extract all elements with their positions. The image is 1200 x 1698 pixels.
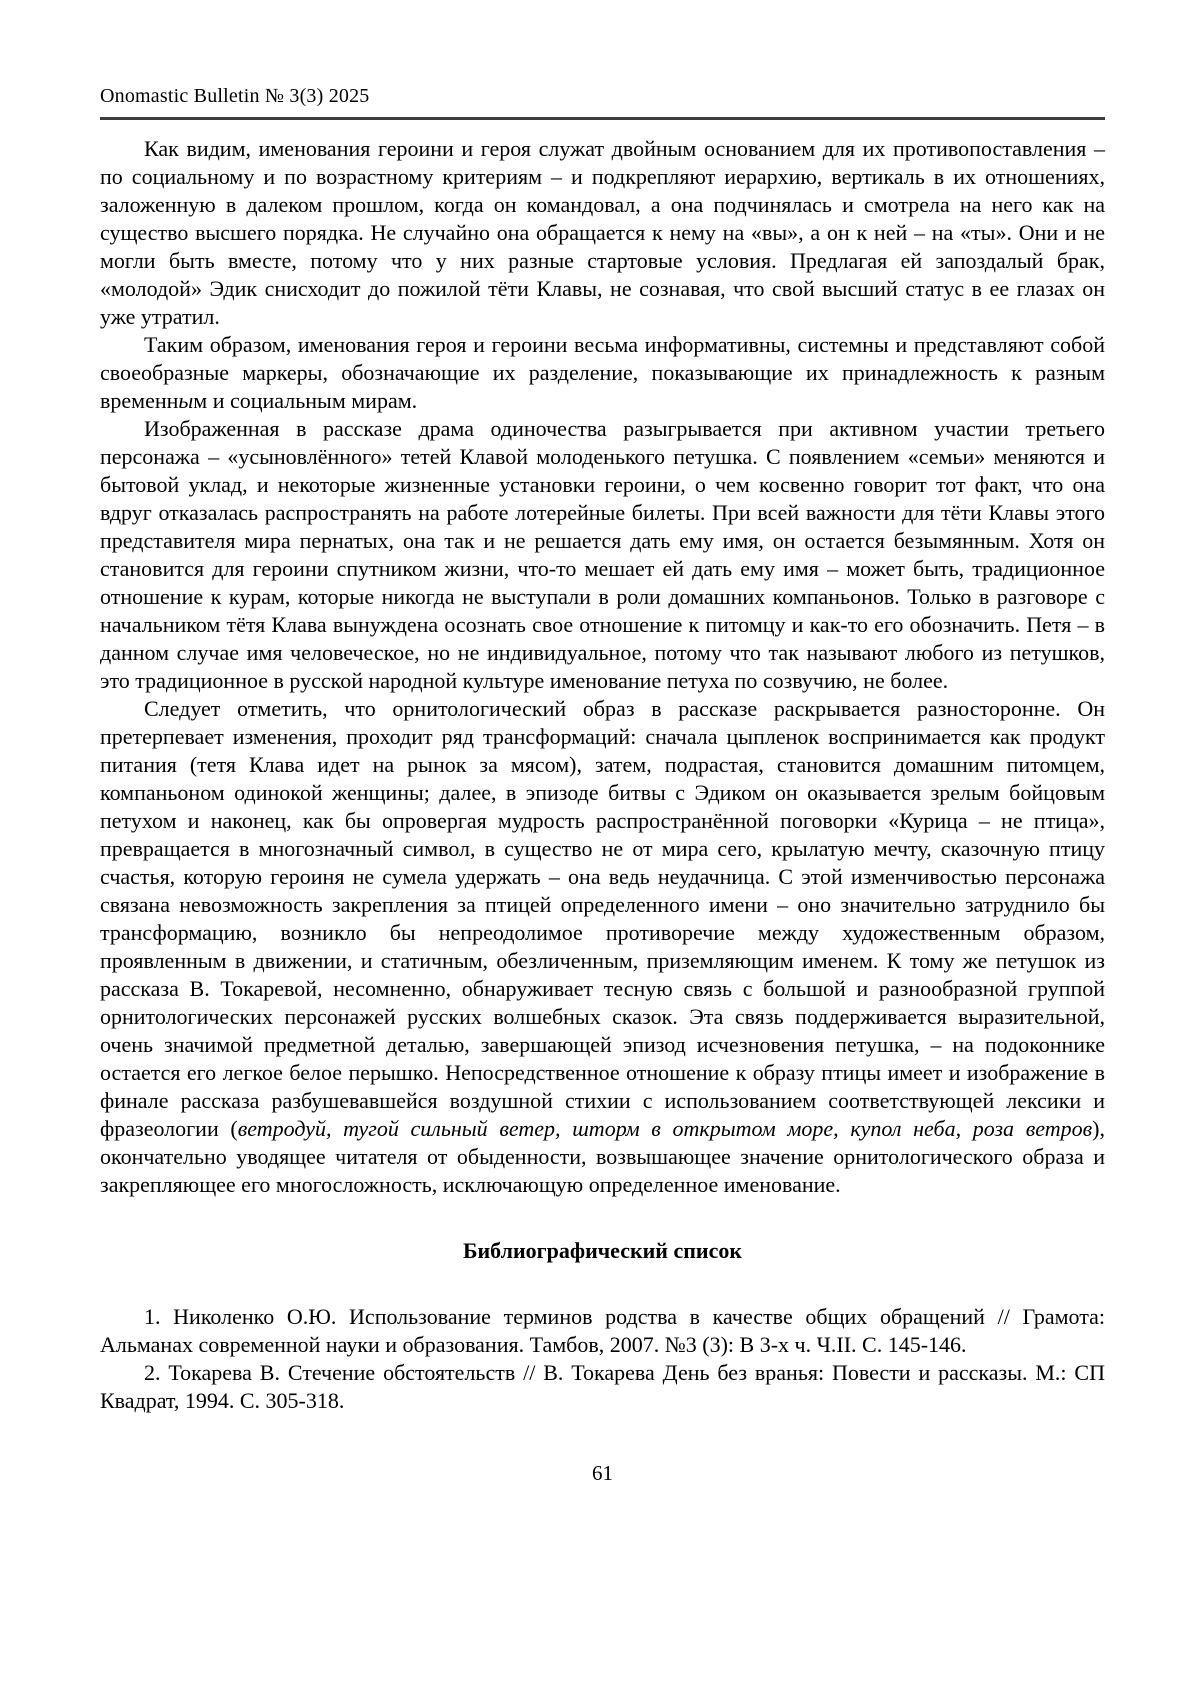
text-run: Изображенная в рассказе драма одиночества разыгрывается при активном участии третьего персонажа – «усыновлённого» тетей Клавой молоденького петушка. С появлением «семьи» меняются и бытовой уклад, и некоторые жизненные установки героини, о чем косвенно говорит тот факт, что она вдруг отказалась распространять на работе лотерейные билеты. При всей важности для тёти Клавы этого представителя мира пернатых, она так и не решается дать ему имя, он остается безымянным. Хотя он становится для героини спутником жизни, что-то мешает ей дать ему имя – может быть, традиционное отношение к курам, которые никогда не выступали в роли домашних компаньонов. Только в разговоре с начальником тётя Клава вынуждена осознать свое отношение к питомцу и как-то его обозначить. Петя – в данном случае имя человеческое, но не индивидуальное, потому что так называют любого из петушков, это традиционное в русской народной культуре именование петуха по созвучию, не более. (100, 416, 1105, 693)
page-number: 61 (592, 1461, 613, 1485)
journal-title: Onomastic Bulletin № 3(3) 2025 (100, 85, 370, 107)
paragraph (100, 1359, 1105, 1415)
article-body (100, 135, 1105, 1199)
text-run: 2. Токарева В. Стечение обстоятельств // В. Токарева День без вранья: Повести и рассказы. М.: СП Квадрат, 1994. С. 305-318. (100, 1360, 1105, 1413)
text-run: Следует отметить, что орнитологический образ в рассказе раскрывается разносторонне. Он претерпевает изменения, проходит ряд трансформаций: сначала цыпленок воспринимается как продукт питания (тетя Клава идет на рынок за мясом), затем, подрастая, становится домашним питомцем, компаньоном одинокой женщины; далее, в эпизоде битвы с Эдиком он оказывается зрелым бойцовым петухом и наконец, как бы опровергая мудрость распространённой поговорки «Курица – не птица», превращается в многозначный символ, в существо не от мира сего, крылатую мечту, сказочную птицу счастья, которую героиня не сумела удержать – она ведь неудачница. С этой изменчивостью персонажа связана невозможность закрепления за птицей определенного имени – оно значительно затруднило бы трансформацию, возникло бы непреодолимое противоречие между художественным образом, проявленным в движении, и статичным, обезличенным, приземляющим именем. К тому же петушок из рассказа В. Токаревой, несомненно, обнаруживает тесную связь с большой и разнообразной группой орнитологических персонажей русских волшебных сказок. Эта связь поддерживается выразительной, очень значимой предметной деталью, завершающей эпизод исчезновения петушка, – на подоконнике остается его легкое белое перышко. Непосредственное отношение к образу птицы имеет и изображение в финале рассказа разбушевавшейся воздушной стихии с использованием соответствующей лексики и фразеологии ( (100, 696, 1105, 1141)
running-head (100, 84, 1105, 120)
text-run: м и социальным мирам. (193, 388, 418, 413)
text-run: Как видим, именования героини и героя служат двойным основанием для их противопоставления – по социальному и по возрастному критериям – и подкрепляют иерархию, вертикаль в их отношениях, заложенную в далеком прошлом, когда он командовал, а она подчинялась и смотрела на него как на существо высшего порядка. Не случайно она обращается к нему на «вы», а он к ней – на «ты». Они и не могли быть вместе, потому что у них разные стартовые условия. Предлагая ей запоздалый брак, «молодой» Эдик снисходит до пожилой тёти Клавы, не сознавая, что свой высший статус в ее глазах он уже утратил. (100, 136, 1105, 329)
paragraph (100, 135, 1105, 331)
text-run: ы (178, 388, 194, 413)
paragraph (100, 415, 1105, 695)
bibliography-list (100, 1303, 1105, 1415)
paragraph (100, 1303, 1105, 1359)
text-run: ), окончательно уводящее читателя от обыденности, возвышающее значение орнитологического образа и закрепляющее его многосложность, исключающую определенное именование. (100, 1116, 1105, 1197)
paragraph (100, 695, 1105, 1199)
bibliography-heading: Библиографический список (462, 1238, 743, 1263)
text-run: Таким образом, именования героя и героини весьма информативны, системны и представляют собой своеобразные маркеры, обозначающие их разделение, показывающие их принадлежность к разным временн (100, 332, 1105, 413)
paragraph (100, 331, 1105, 415)
text-run: ветродуй, тугой сильный ветер, шторм в открытом море, купол неба, роза ветров (237, 1116, 1093, 1141)
text-run: 1. Николенко О.Ю. Использование терминов родства в качестве общих обращений // Грамота: Альманах современной науки и образования. Тамбов, 2007. №3 (3): В 3-х ч. Ч.II. С. 145-146. (100, 1304, 1105, 1357)
